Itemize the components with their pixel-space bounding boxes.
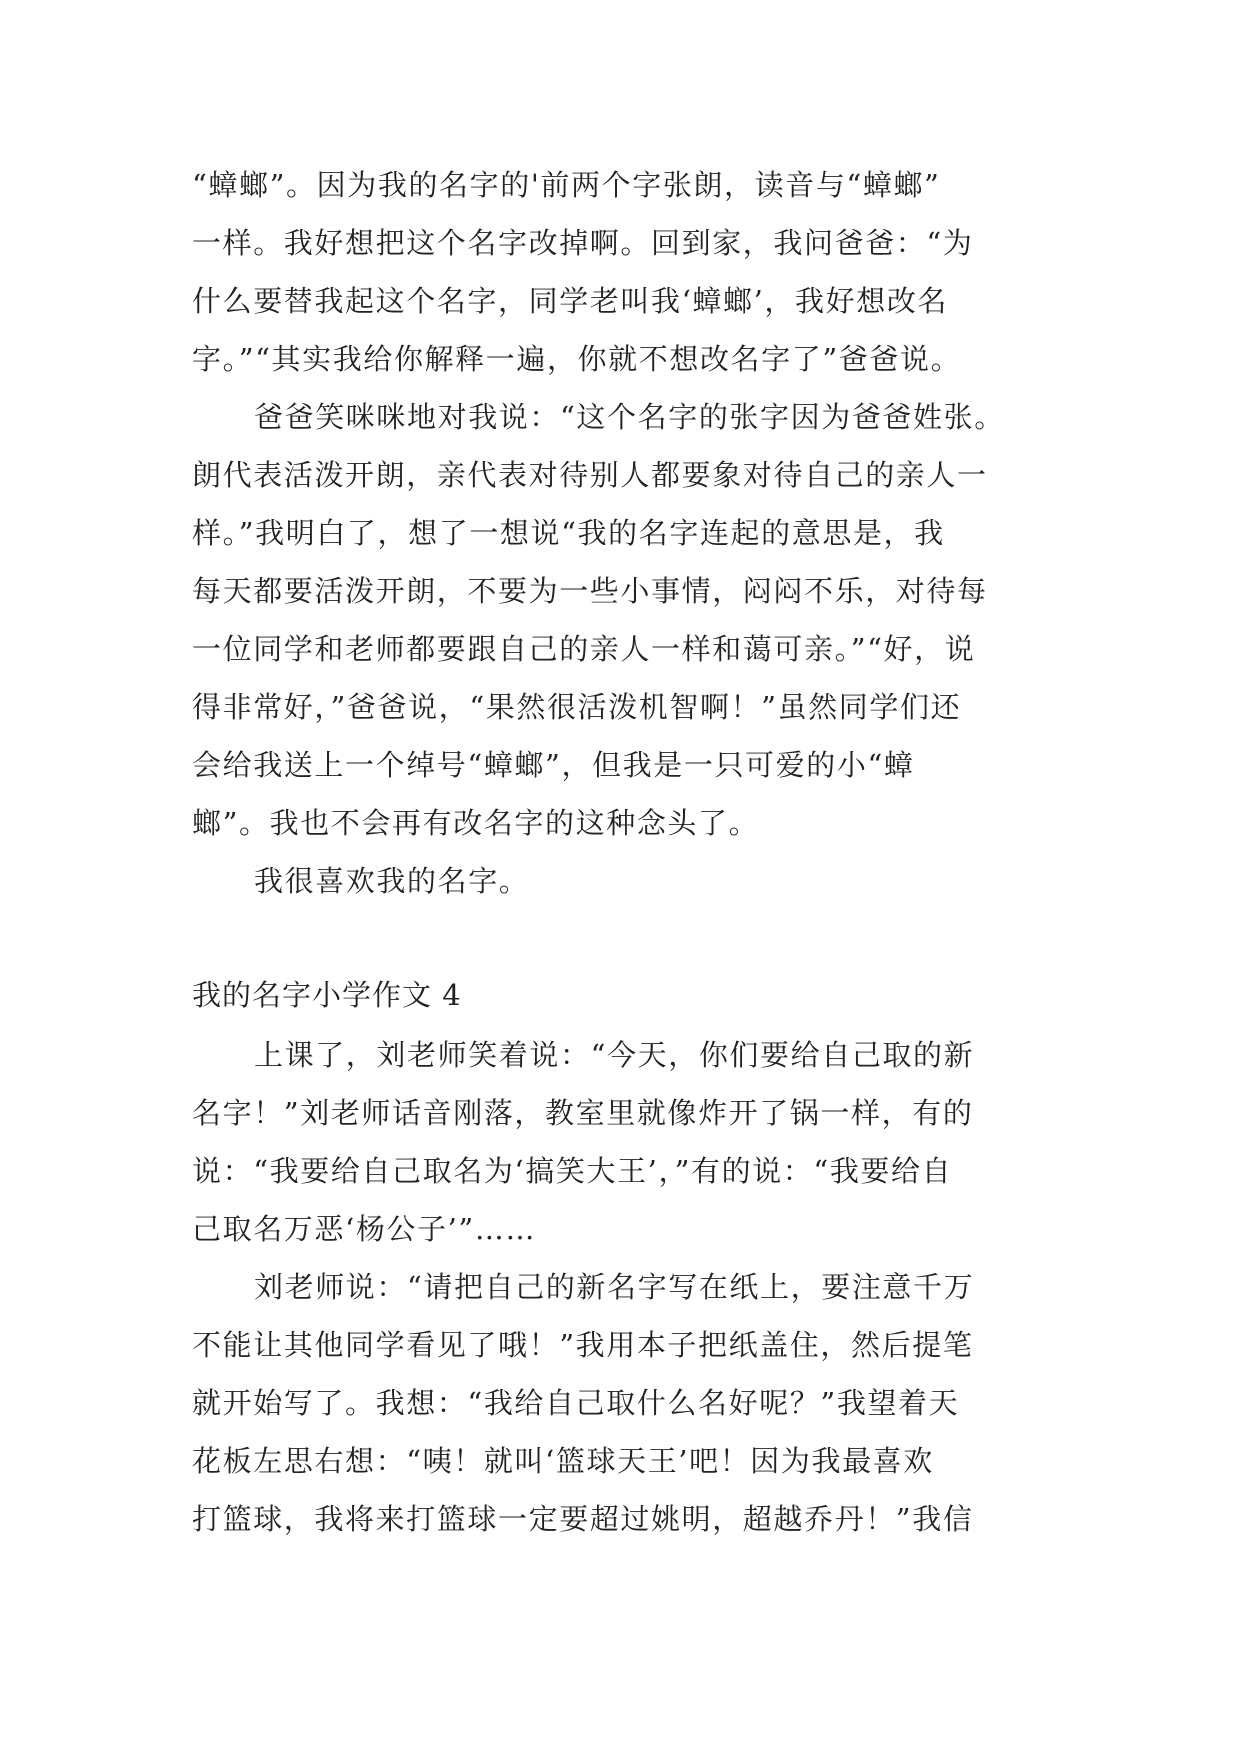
essay-section-3-continued [192, 156, 1052, 910]
paragraph-line: 每天都要活泼开朗，不要为一些小事情，闷闷不乐，对待每 [192, 574, 988, 608]
paragraph-line: 不能让其他同学看见了哦！”我用本子把纸盖住，然后提笔 [192, 1328, 974, 1362]
paragraph-line: 我很喜欢我的名字。 [254, 864, 530, 898]
paragraph-line: 花板左思右想：“咦！就叫‘篮球天王’吧！因为我最喜欢 [192, 1444, 934, 1478]
paragraph-line: 刘老师说：“请把自己的新名字写在纸上，要注意千万 [254, 1270, 975, 1304]
paragraph-line: 什么要替我起这个名字，同学老叫我‘蟑螂’，我好想改名 [192, 284, 949, 318]
paragraph-line: 上课了，刘老师笑着说：“今天，你们要给自己取的新 [254, 1038, 975, 1072]
paragraph-line: 说：“我要给自己取名为‘搞笑大王’，”有的说：“我要给自 [192, 1154, 953, 1188]
paragraph-line: 打篮球，我将来打篮球一定要超过姚明，超越乔丹！”我信 [192, 1502, 974, 1536]
paragraph-line: 一位同学和老师都要跟自己的亲人一样和蔼可亲。”“好，说 [192, 632, 976, 666]
paragraph-line: 己取名万恶‘杨公子’”…… [192, 1212, 537, 1246]
essay-section-4 [192, 1026, 1052, 1548]
paragraph-line: 朗代表活泼开朗，亲代表对待别人都要象对待自己的亲人一 [192, 458, 988, 492]
paragraph-line: 就开始写了。我想：“我给自己取什么名好呢？”我望着天 [192, 1386, 960, 1420]
paragraph-line: 样。”我明白了，想了一想说“我的名字连起的意思是，我 [192, 516, 945, 550]
paragraph-line: 字。”“其实我给你解释一遍，你就不想改名字了”爸爸说。 [192, 342, 962, 376]
paragraph-line: 会给我送上一个绰号“蟑螂”，但我是一只可爱的小“蟑 [192, 748, 915, 782]
paragraph-line: 得非常好，”爸爸说，“果然很活泼机智啊！”虽然同学们还 [192, 690, 962, 724]
paragraph-line: 螂”。我也不会再有改名字的这种念头了。 [192, 806, 760, 840]
paragraph-line: 爸爸笑咪咪地对我说：“这个名字的张字因为爸爸姓张。 [254, 400, 1005, 434]
paragraph-line: 一样。我好想把这个名字改掉啊。回到家，我问爸爸：“为 [192, 226, 974, 260]
paragraph-line: “蟑螂”。因为我的名字的'前两个字张朗，读音与“蟑螂” [192, 168, 941, 202]
essay-heading: 我的名字小学作文 4 [192, 978, 462, 1012]
paragraph-line: 名字！”刘老师话音刚落，教室里就像炸开了锅一样，有的 [192, 1096, 974, 1130]
